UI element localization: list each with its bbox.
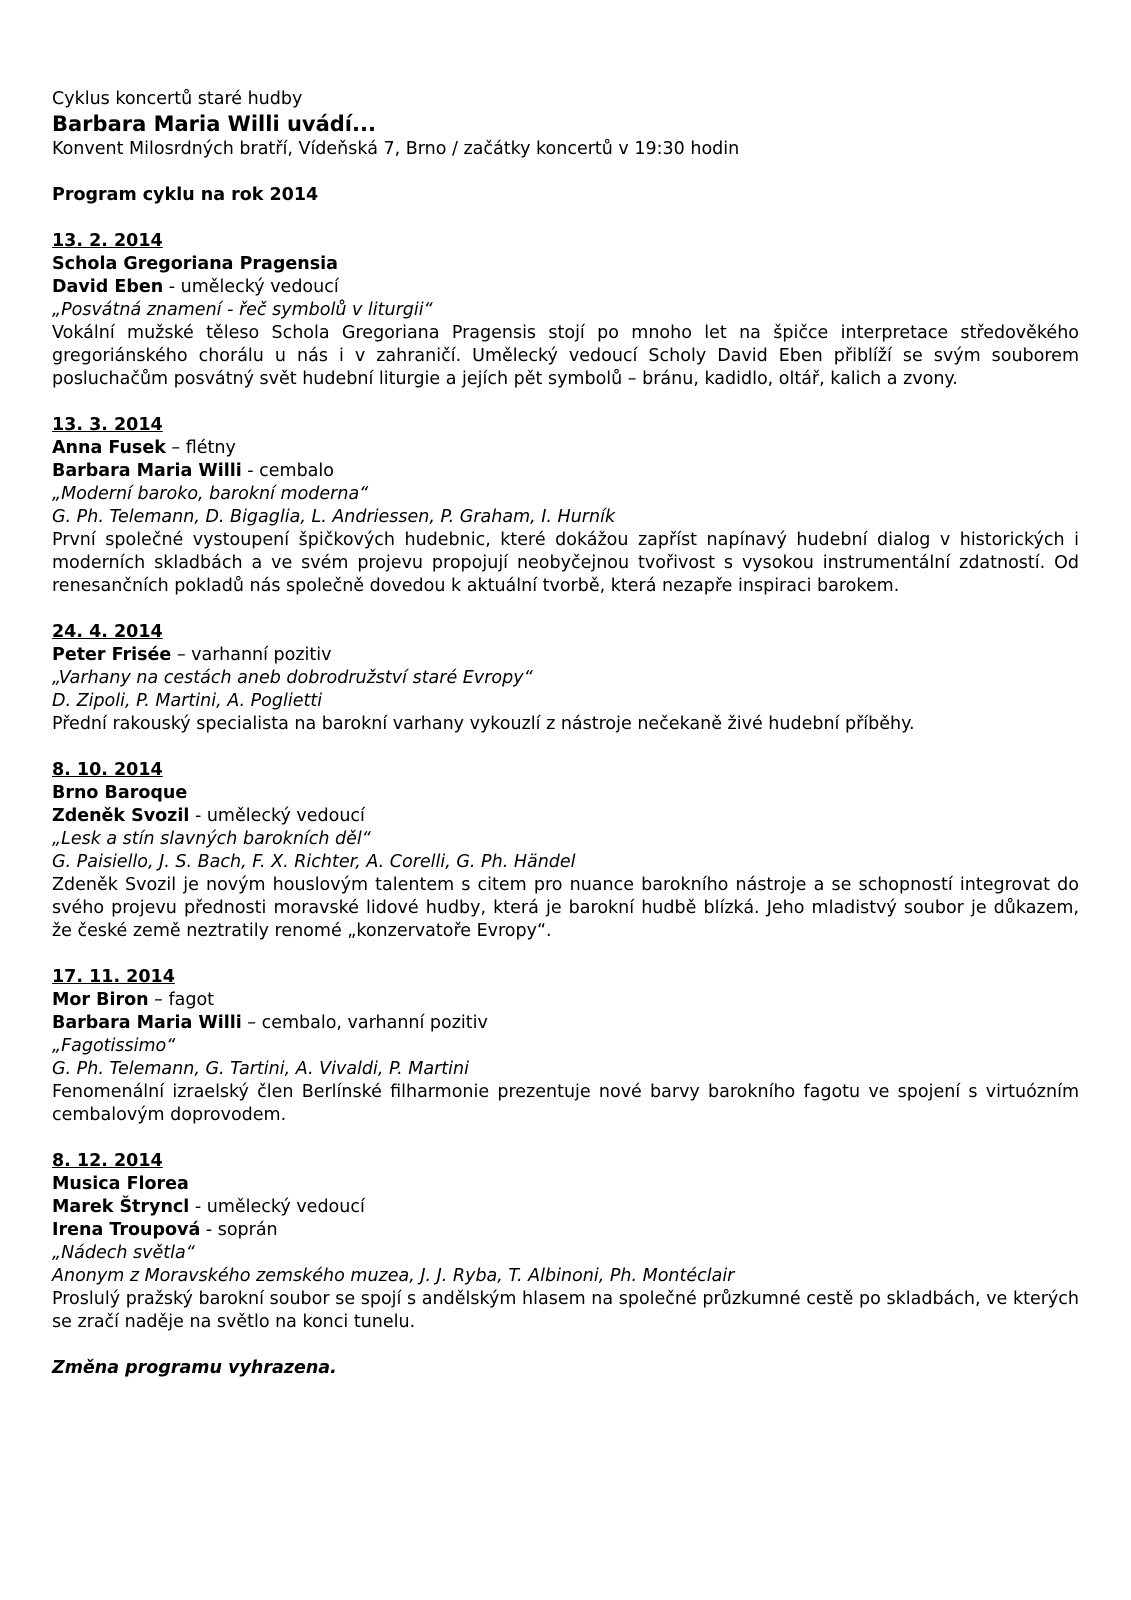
concert-event <box>52 966 1079 1127</box>
event-composers: Anonym z Moravského zemského muzea, J. J. Ryba, T. Albinoni, Ph. Montéclair <box>52 1266 735 1286</box>
event-performer <box>52 1219 1079 1242</box>
event-date: 13. 2. 2014 <box>52 231 163 251</box>
performer-name: Barbara Maria Willi <box>52 1013 242 1033</box>
event-composers: G. Ph. Telemann, G. Tartini, A. Vivaldi, P. Martini <box>52 1059 469 1079</box>
performer-role: - umělecký vedoucí <box>163 277 339 297</box>
event-ensemble: Schola Gregoriana Pragensia <box>52 254 338 274</box>
event-ensemble: Brno Baroque <box>52 783 188 803</box>
event-date: 17. 11. 2014 <box>52 967 175 987</box>
performer-name: Irena Troupová <box>52 1220 201 1240</box>
event-subtitle: „Fagotissimo“ <box>52 1036 176 1056</box>
event-description: Vokální mužské těleso Schola Gregoriana Pragensis stojí po mnoho let na špičce interpretace středověkého gregoriánského chorálu u nás i v zahraničí. Umělecký vedoucí Scholy David Eben přiblíží se svým souborem posluchačům posvátný svět hudební liturgie a jejích pět symbolů – bránu, kadidlo, oltář, kalich a zvony. <box>52 323 1079 389</box>
performer-name: Marek Štryncl <box>52 1197 190 1217</box>
event-date: 24. 4. 2014 <box>52 622 163 642</box>
event-description: Proslulý pražský barokní soubor se spojí s andělským hlasem na společné průzkumné cestě po skladbách, ve kterých se zračí naděje na světlo na konci tunelu. <box>52 1289 1079 1332</box>
event-subtitle: „Moderní baroko, barokní moderna“ <box>52 484 369 504</box>
performer-name: Mor Biron <box>52 990 149 1010</box>
event-composers: G. Ph. Telemann, D. Bigaglia, L. Andriessen, P. Graham, I. Hurník <box>52 507 616 527</box>
performer-role: - umělecký vedoucí <box>189 806 365 826</box>
event-description: Přední rakouský specialista na barokní varhany vykouzlí z nástroje nečekaně živé hudební příběhy. <box>52 714 915 734</box>
event-performer <box>52 276 1079 299</box>
performer-role: – cembalo, varhanní pozitiv <box>241 1013 488 1033</box>
concert-event <box>52 759 1079 943</box>
program-title: Program cyklu na rok 2014 <box>52 185 319 205</box>
event-ensemble: Musica Florea <box>52 1174 189 1194</box>
event-date: 8. 10. 2014 <box>52 760 163 780</box>
performer-role: - cembalo <box>241 461 334 481</box>
event-description: Fenomenální izraelský člen Berlínské filharmonie prezentuje nové barvy barokního fagotu ve spojení s virtuózním cembalovým doprovodem. <box>52 1082 1079 1125</box>
event-composers: G. Paisiello, J. S. Bach, F. X. Richter, A. Corelli, G. Ph. Händel <box>52 852 576 872</box>
event-date: 8. 12. 2014 <box>52 1151 163 1171</box>
event-performer <box>52 644 1079 667</box>
event-performer <box>52 1196 1079 1219</box>
performer-name: Barbara Maria Willi <box>52 461 242 481</box>
performer-name: Peter Frisée <box>52 645 172 665</box>
performer-role: – varhanní pozitiv <box>171 645 332 665</box>
concert-event <box>52 230 1079 391</box>
program-change-note: Změna programu vyhrazena. <box>52 1358 337 1378</box>
performer-role: – flétny <box>165 438 236 458</box>
event-date: 13. 3. 2014 <box>52 415 163 435</box>
concert-event <box>52 414 1079 598</box>
performer-name: Zdeněk Svozil <box>52 806 190 826</box>
performer-name: David Eben <box>52 277 164 297</box>
event-performer <box>52 460 1079 483</box>
performer-role: - soprán <box>200 1220 278 1240</box>
event-composers: D. Zipoli, P. Martini, A. Poglietti <box>52 691 323 711</box>
event-subtitle: „Posvátná znamení - řeč symbolů v liturgii“ <box>52 300 433 320</box>
concert-event <box>52 621 1079 736</box>
performer-name: Anna Fusek <box>52 438 166 458</box>
event-subtitle: „Varhany na cestách aneb dobrodružství staré Evropy“ <box>52 668 533 688</box>
venue-line: Konvent Milosrdných bratří, Vídeňská 7, Brno / začátky koncertů v 19:30 hodin <box>52 139 740 159</box>
main-title: Barbara Maria Willi uvádí... <box>52 112 376 136</box>
event-performer <box>52 989 1079 1012</box>
event-performer <box>52 805 1079 828</box>
event-description: První společné vystoupení špičkových hudebnic, které dokážou zapříst napínavý hudební dialog v historických i moderních skladbách a ve svém projevu propojují neobyčejnou tvořivost s vysokou instrumentální zdatností. Od renesančních pokladů nás společně dovedou k aktuální tvorbě, která nezapře inspiraci barokem. <box>52 530 1079 596</box>
event-performer <box>52 437 1079 460</box>
concert-event <box>52 1150 1079 1334</box>
performer-role: - umělecký vedoucí <box>189 1197 365 1217</box>
series-name: Cyklus koncertů staré hudby <box>52 89 303 109</box>
event-subtitle: „Lesk a stín slavných barokních děl“ <box>52 829 371 849</box>
event-description: Zdeněk Svozil je novým houslovým talentem s citem pro nuance barokního nástroje a se schopností integrovat do svého projevu přednosti moravské lidové hudby, která je barokní hudbě blízká. Jeho mladistvý soubor je důkazem, že české země neztratily renomé „konzervatoře Evropy“. <box>52 875 1079 941</box>
event-performer <box>52 1012 1079 1035</box>
event-subtitle: „Nádech světla“ <box>52 1243 195 1263</box>
performer-role: – fagot <box>148 990 215 1010</box>
